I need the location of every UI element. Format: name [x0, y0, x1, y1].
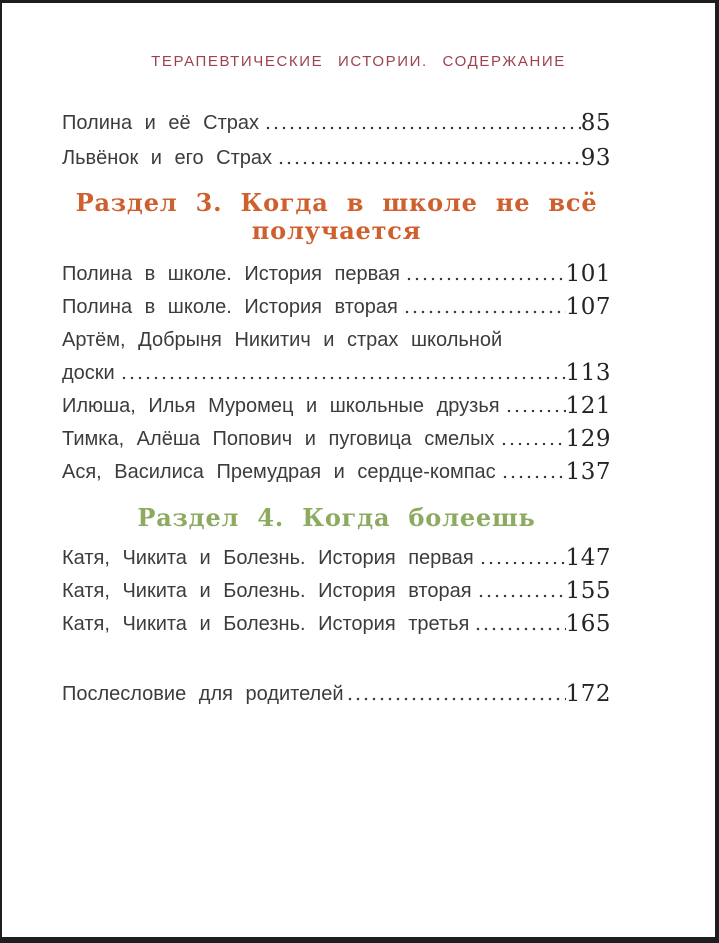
toc-entry — [62, 428, 611, 450]
entry-title: Львёнок и его Страх — [62, 147, 273, 169]
toc-intro-group — [62, 112, 611, 169]
entry-title: Послесловие для родителей — [62, 683, 344, 705]
dot-leader — [120, 362, 566, 384]
dot-leader — [500, 428, 566, 450]
dot-leader — [277, 147, 581, 169]
entry-page-number: 172 — [565, 681, 611, 707]
table-of-contents — [62, 112, 611, 705]
toc-entry — [62, 263, 611, 285]
dot-leader — [477, 580, 566, 602]
entry-page-number: 155 — [565, 578, 611, 604]
entry-title: Катя, Чикита и Болезнь. История первая — [62, 547, 474, 569]
toc-section-4-group — [62, 547, 611, 635]
toc-entry — [62, 580, 611, 602]
section-heading-4: Раздел 4. Когда болеешь — [137, 503, 536, 532]
entry-title: Катя, Чикита и Болезнь. История третья — [62, 613, 470, 635]
toc-entry — [62, 395, 611, 417]
dot-leader — [474, 613, 565, 635]
page-header: ТЕРАПЕВТИЧЕСКИЕ ИСТОРИИ. СОДЕРЖАНИЕ — [151, 53, 566, 70]
toc-afterword-group — [62, 683, 611, 705]
entry-page-number: 107 — [565, 294, 611, 320]
entry-page-number: 85 — [580, 110, 611, 136]
dot-leader — [505, 395, 566, 417]
toc-entry — [62, 613, 611, 635]
toc-section-3-group — [62, 263, 611, 483]
toc-entry — [62, 329, 611, 351]
toc-entry — [62, 296, 611, 318]
entry-title: Катя, Чикита и Болезнь. История вторая — [62, 580, 472, 602]
toc-entry — [62, 683, 611, 705]
dot-leader — [479, 547, 566, 569]
entry-page-number: 129 — [565, 426, 611, 452]
entry-title: Полина в школе. История первая — [62, 263, 400, 285]
entry-page-number: 147 — [565, 545, 611, 571]
entry-page-number: 165 — [565, 611, 611, 637]
toc-entry — [62, 112, 611, 134]
entry-title: доски — [62, 362, 115, 384]
entry-page-number: 101 — [565, 261, 611, 287]
dot-leader — [501, 461, 566, 483]
entry-title: Ася, Василиса Премудрая и сердце-компас — [62, 461, 496, 483]
entry-title: Полина и её Страх — [62, 112, 260, 134]
entry-title: Полина в школе. История вторая — [62, 296, 398, 318]
dot-leader — [403, 296, 566, 318]
entry-page-number: 137 — [565, 459, 611, 485]
entry-page-number: 121 — [565, 393, 611, 419]
dot-leader — [346, 683, 566, 705]
toc-entry — [62, 547, 611, 569]
dot-leader — [405, 263, 566, 285]
entry-title: Илюша, Илья Муромец и школьные друзья — [62, 395, 500, 417]
entry-page-number: 93 — [580, 145, 611, 171]
entry-title: Тимка, Алёша Попович и пуговица смелых — [62, 428, 495, 450]
entry-page-number: 113 — [565, 360, 611, 386]
toc-entry — [62, 362, 611, 384]
entry-title: Артём, Добрыня Никитич и страх школьной — [62, 329, 503, 351]
toc-entry — [62, 461, 611, 483]
toc-entry — [62, 147, 611, 169]
section-heading-3: Раздел 3. Когда в школе не всё получается — [75, 188, 598, 245]
dot-leader — [264, 112, 581, 134]
